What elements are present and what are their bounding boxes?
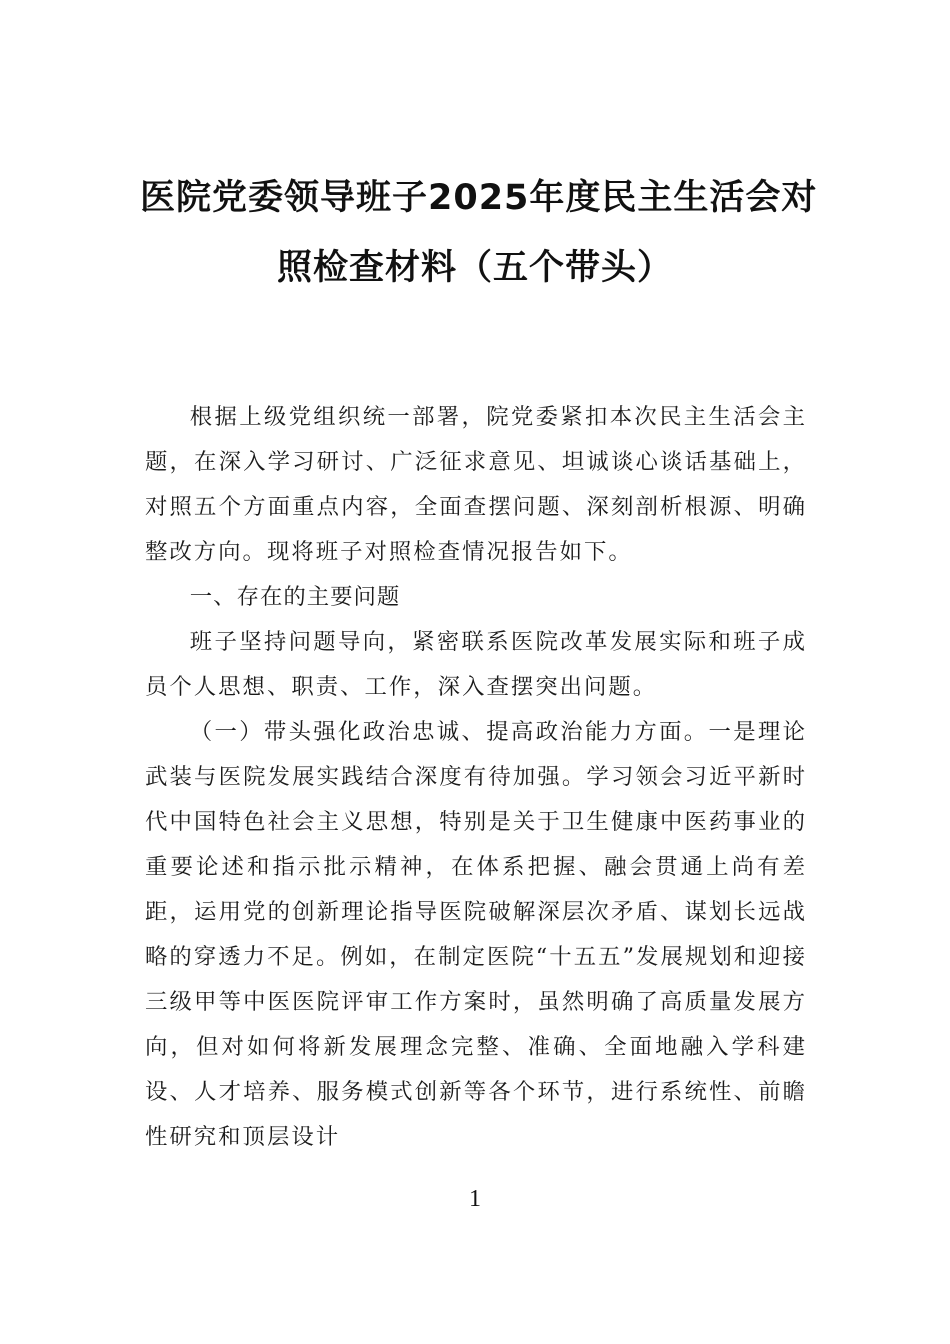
page-number: 1	[469, 1186, 481, 1212]
document-title-line-2: 照检查材料（五个带头）	[276, 248, 673, 288]
section-heading: 一、存在的主要问题	[189, 584, 401, 610]
document-title-line-1: 医院党委领导班子2025年度民主生活会对	[140, 178, 818, 218]
section-paragraph: 班子坚持问题导向，紧密联系医院改革发展实际和班子成员个人思想、职责、工作，深入查摆突出问题。	[145, 629, 807, 700]
subsection-text: 一是理论武装与医院发展实践结合深度有待加强。学习领会习近平新时代中国特色社会主义思想，特别是关于卫生健康中医药事业的重要论述和指示批示精神，在体系把握、融会贯通上尚有差距，运用党的创新理论指导医院破解深层次矛盾、谋划长远战略的穿透力不足。例如，在制定医院“十五五”发展规划和迎接三级甲等中医医院评审工作方案时，虽然明确了高质量发展方向，但对如何将新发展理念完整、准确、全面地融入学科建设、人才培养、服务模式创新等各个环节，进行系统性、前瞻性研究和顶层设计	[145, 719, 808, 1150]
subsection-heading: （一）带头强化政治忠诚、提高政治能力方面。	[189, 719, 709, 745]
document-body	[145, 395, 807, 1160]
subsection-paragraph	[145, 710, 807, 1160]
intro-paragraph: 根据上级党组织统一部署，院党委紧扣本次民主生活会主题，在深入学习研讨、广泛征求意见、坦诚谈心谈话基础上，对照五个方面重点内容，全面查摆问题、深刻剖析根源、明确整改方向。现将班子对照检查情况报告如下。	[145, 404, 807, 565]
